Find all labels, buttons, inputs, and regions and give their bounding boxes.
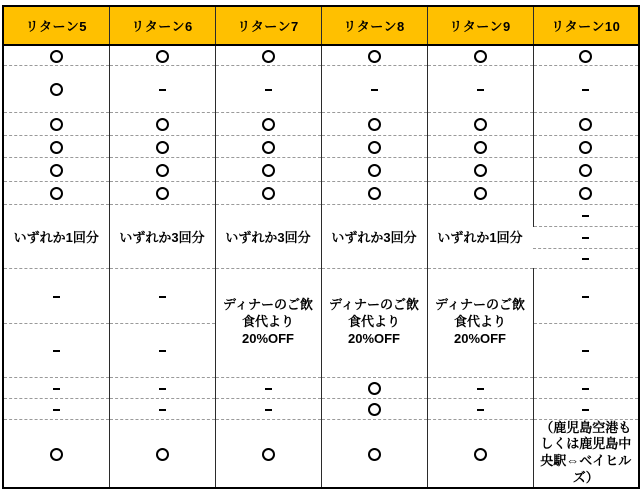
returns-comparison-table (2, 5, 640, 489)
circle-mark (156, 187, 169, 200)
table-cell: いずれか3回分 (109, 204, 215, 268)
circle-mark (156, 164, 169, 177)
table-row (3, 112, 639, 135)
dash-mark (582, 296, 589, 298)
circle-mark (474, 118, 487, 131)
table-cell: ディナーのご飲食代より20%OFF (215, 268, 321, 377)
dash-mark (159, 89, 166, 91)
table-row (3, 377, 639, 398)
table-cell (533, 268, 639, 323)
circle-mark (262, 187, 275, 200)
table-cell (321, 398, 427, 419)
table-row (3, 181, 639, 204)
circle-mark (262, 118, 275, 131)
table-row (3, 135, 639, 157)
table-cell: いずれか1回分 (427, 204, 533, 268)
circle-mark (579, 187, 592, 200)
table-cell (533, 323, 639, 377)
circle-mark (368, 164, 381, 177)
table-cell (427, 377, 533, 398)
table-cell (533, 204, 639, 226)
circle-mark (50, 187, 63, 200)
table-cell (215, 65, 321, 112)
circle-mark (579, 141, 592, 154)
table-cell (3, 181, 109, 204)
circle-mark (368, 382, 381, 395)
circle-mark (579, 50, 592, 63)
table-cell (533, 248, 639, 268)
circle-mark (262, 141, 275, 154)
circle-mark (50, 118, 63, 131)
dash-mark (53, 296, 60, 298)
table-cell (533, 112, 639, 135)
table-cell (109, 377, 215, 398)
table-row (3, 268, 639, 323)
table-cell (321, 157, 427, 181)
table-cell (321, 135, 427, 157)
table-cell (109, 45, 215, 65)
table-row (3, 65, 639, 112)
table-cell (427, 135, 533, 157)
table-cell (427, 398, 533, 419)
table-cell (3, 135, 109, 157)
table-cell (109, 65, 215, 112)
table-cell: いずれか1回分 (3, 204, 109, 268)
table-row (3, 204, 639, 226)
circle-mark (474, 141, 487, 154)
dash-mark (582, 215, 589, 217)
circle-mark (579, 164, 592, 177)
table-cell (321, 45, 427, 65)
circle-mark (474, 164, 487, 177)
table-cell: （鹿児島空港もしくは鹿児島中央駅⇔ベイヒルズ） (533, 419, 639, 488)
table-cell (427, 112, 533, 135)
dash-mark (159, 388, 166, 390)
circle-mark (368, 141, 381, 154)
dash-mark (582, 237, 589, 239)
table-cell (109, 135, 215, 157)
returns-comparison-table-wrap (2, 5, 640, 489)
table-cell (215, 135, 321, 157)
dash-mark (265, 89, 272, 91)
table-cell (215, 157, 321, 181)
table-cell (109, 398, 215, 419)
dash-mark (477, 388, 484, 390)
circle-mark (368, 187, 381, 200)
table-cell (3, 268, 109, 323)
column-header-return9: リターン9 (427, 6, 533, 45)
circle-mark (474, 187, 487, 200)
table-cell: ディナーのご飲食代より20%OFF (321, 268, 427, 377)
column-header-return8: リターン8 (321, 6, 427, 45)
table-cell (321, 377, 427, 398)
table-cell (3, 112, 109, 135)
circle-mark (368, 448, 381, 461)
dash-mark (53, 388, 60, 390)
table-cell (109, 268, 215, 323)
table-cell (533, 45, 639, 65)
dash-mark (159, 409, 166, 411)
circle-mark (50, 50, 63, 63)
circle-mark (50, 448, 63, 461)
table-cell (215, 181, 321, 204)
table-row (3, 45, 639, 65)
circle-mark (50, 83, 63, 96)
table-row (3, 398, 639, 419)
table-cell (321, 181, 427, 204)
table-cell (109, 323, 215, 377)
dash-mark (159, 296, 166, 298)
table-cell: いずれか3回分 (321, 204, 427, 268)
table-cell (109, 181, 215, 204)
table-cell: ディナーのご飲食代より20%OFF (427, 268, 533, 377)
dash-mark (477, 89, 484, 91)
dash-mark (582, 350, 589, 352)
table-cell (109, 112, 215, 135)
column-header-return10: リターン10 (533, 6, 639, 45)
circle-mark (156, 118, 169, 131)
circle-mark (368, 403, 381, 416)
table-cell (215, 398, 321, 419)
dash-mark (582, 258, 589, 260)
table-cell (3, 377, 109, 398)
dash-mark (53, 409, 60, 411)
table-cell (427, 157, 533, 181)
circle-mark (474, 50, 487, 63)
dash-mark (159, 350, 166, 352)
table-cell (533, 398, 639, 419)
table-cell (427, 65, 533, 112)
table-cell (533, 226, 639, 248)
table-cell (109, 157, 215, 181)
table-cell (3, 323, 109, 377)
table-cell: いずれか3回分 (215, 204, 321, 268)
table-cell (533, 157, 639, 181)
circle-mark (156, 50, 169, 63)
column-header-return5: リターン5 (3, 6, 109, 45)
table-body (3, 45, 639, 488)
dash-mark (582, 388, 589, 390)
column-header-return6: リターン6 (109, 6, 215, 45)
circle-mark (579, 118, 592, 131)
circle-mark (262, 50, 275, 63)
header-row (3, 6, 639, 45)
table-cell (533, 65, 639, 112)
dash-mark (265, 409, 272, 411)
dash-mark (371, 89, 378, 91)
dash-mark (582, 89, 589, 91)
table-cell (533, 377, 639, 398)
dash-mark (53, 350, 60, 352)
table-cell (427, 181, 533, 204)
dash-mark (265, 388, 272, 390)
column-header-return7: リターン7 (215, 6, 321, 45)
circle-mark (262, 164, 275, 177)
table-cell (215, 377, 321, 398)
circle-mark (262, 448, 275, 461)
circle-mark (156, 448, 169, 461)
table-row (3, 157, 639, 181)
circle-mark (50, 164, 63, 177)
circle-mark (368, 50, 381, 63)
table-cell (427, 45, 533, 65)
table-cell (3, 45, 109, 65)
table-cell (321, 65, 427, 112)
circle-mark (156, 141, 169, 154)
table-cell (3, 398, 109, 419)
circle-mark (474, 448, 487, 461)
table-cell (215, 112, 321, 135)
table-cell (3, 65, 109, 112)
table-cell (215, 45, 321, 65)
circle-mark (50, 141, 63, 154)
table-cell (321, 112, 427, 135)
table-cell (533, 181, 639, 204)
circle-mark (368, 118, 381, 131)
dash-mark (582, 409, 589, 411)
dash-mark (477, 409, 484, 411)
table-cell (533, 135, 639, 157)
table-cell (3, 157, 109, 181)
